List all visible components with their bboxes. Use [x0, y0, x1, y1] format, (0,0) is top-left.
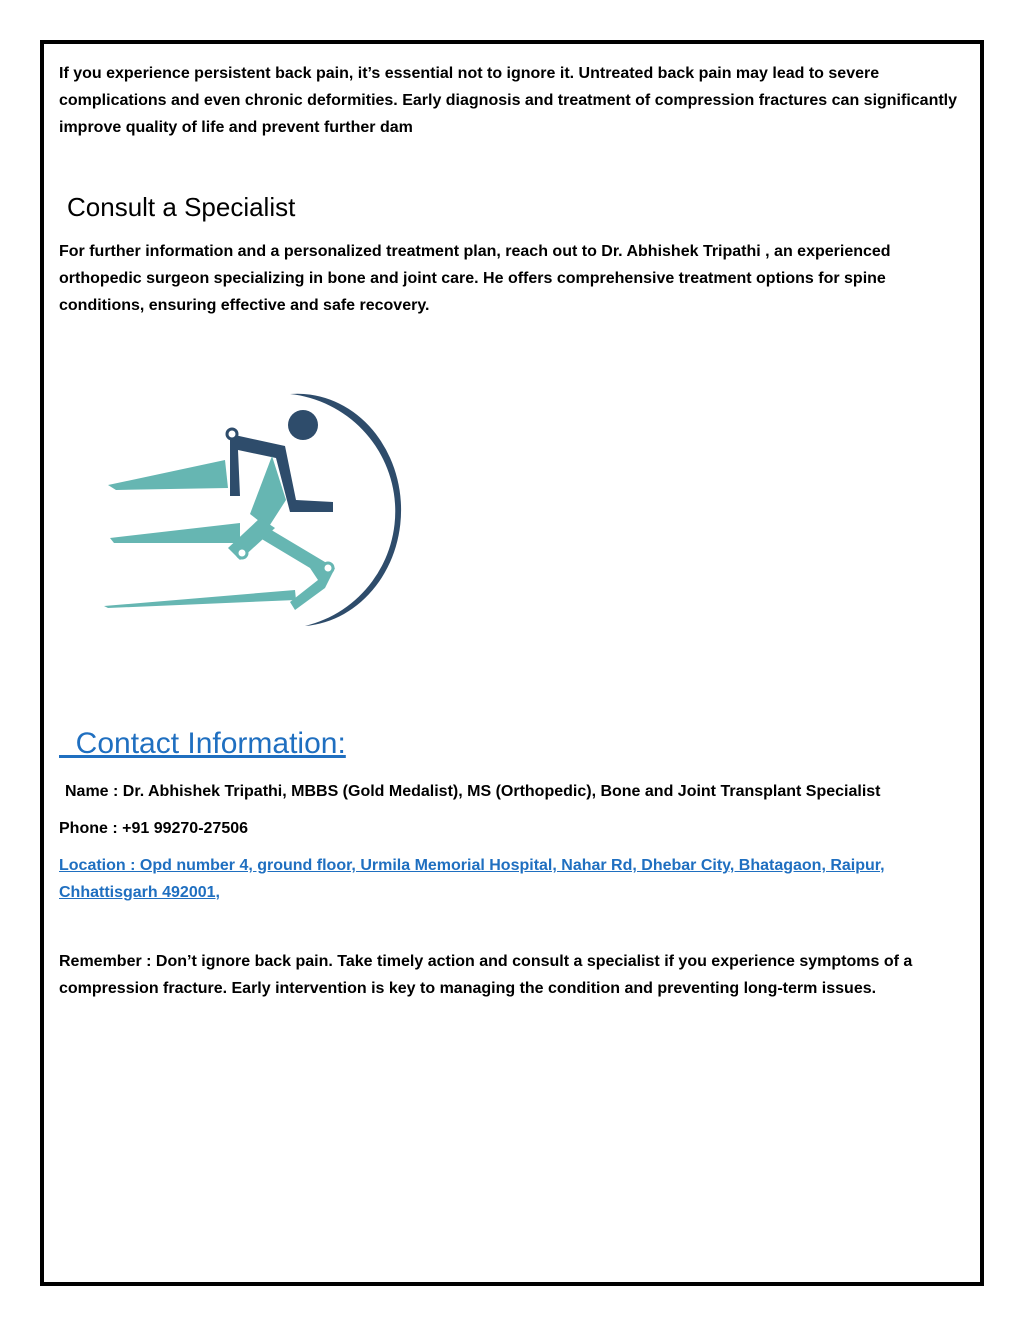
- contact-location-link[interactable]: Location : Opd number 4, ground floor, Urmila Memorial Hospital, Nahar Rd, Dhebar City, Bhatagaon, Raipur, Chhattisgarh 492001,: [59, 857, 885, 901]
- consult-heading: Consult a Specialist: [67, 192, 296, 222]
- contact-heading: Contact Information:: [59, 727, 346, 760]
- intro-paragraph: If you experience persistent back pain, it’s essential not to ignore it. Untreated back pain may lead to severe complications and even chronic deformities. Early diagnosis and treatment of compression fractures can significantly improve quality of life and prevent further dam: [59, 65, 958, 136]
- speed-streak-middle: [110, 523, 240, 543]
- consult-paragraph: For further information and a personalized treatment plan, reach out to Dr. Abhishek Tripathi , an experienced orthopedic surgeon specializing in bone and joint care. He offers comprehensive treatment options for spine conditions, ensuring effective and safe recovery.: [59, 243, 891, 314]
- head: [288, 410, 318, 440]
- running-figure-logo-icon: [100, 388, 410, 633]
- remember-paragraph: Remember : Don’t ignore back pain. Take timely action and consult a specialist if you experience symptoms of a compression fracture. Early intervention is key to managing the condition and preventing long-term issues.: [59, 953, 913, 997]
- speed-streak-bottom: [104, 590, 296, 608]
- contact-name: Name : Dr. Abhishek Tripathi, MBBS (Gold Medalist), MS (Orthopedic), Bone and Joint Transplant Specialist: [65, 783, 881, 800]
- page-border: [40, 40, 984, 1286]
- contact-phone: Phone : +91 99270-27506: [59, 820, 249, 837]
- speed-streak-top: [108, 460, 228, 490]
